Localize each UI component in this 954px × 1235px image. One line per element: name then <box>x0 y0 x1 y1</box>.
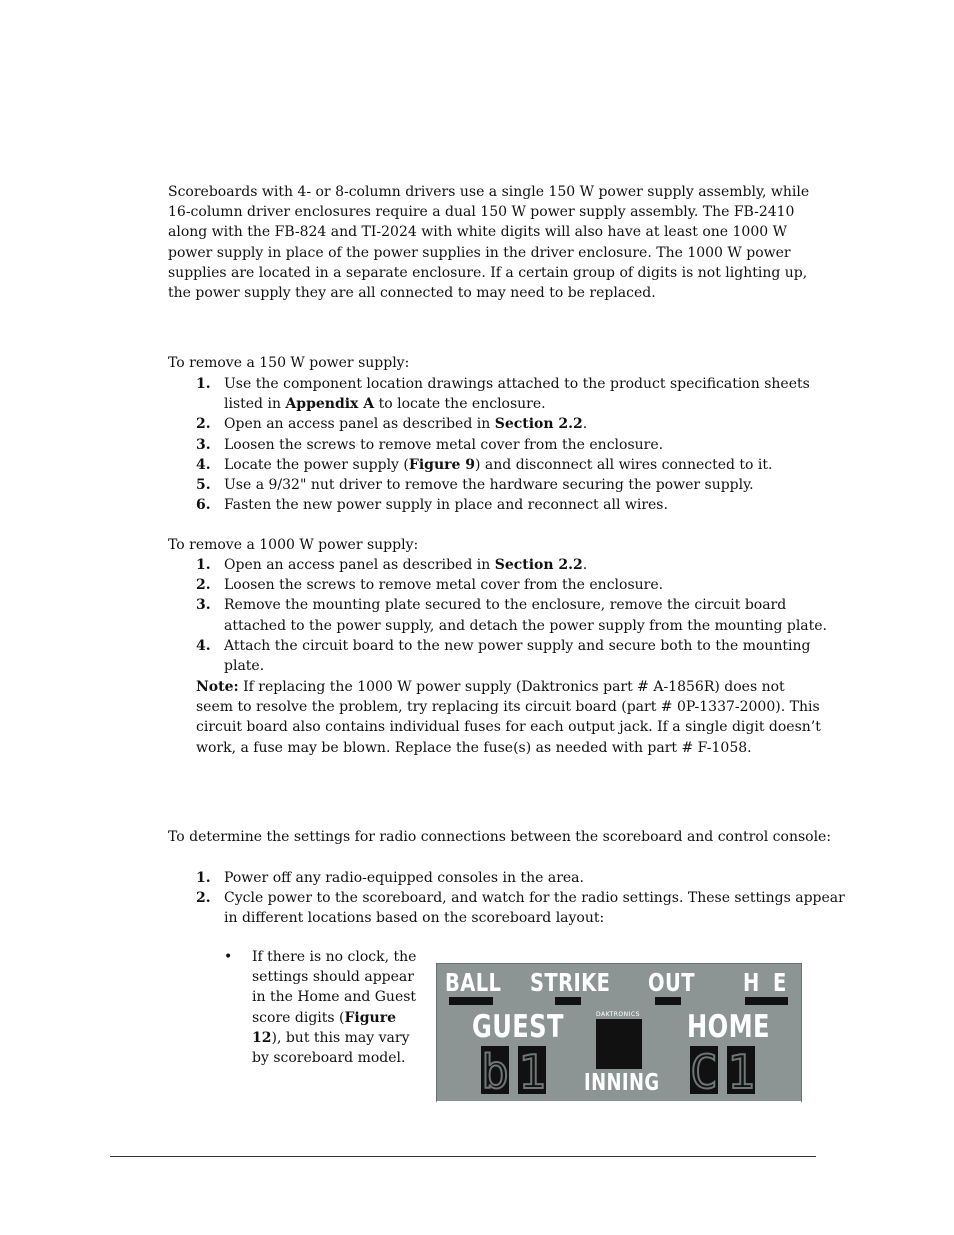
bullet-text-start: If there is no clock, the settings should appear in the Home and Guest score digits ( <box>252 949 417 1026</box>
out-indicator <box>655 997 681 1005</box>
bullet-text-end: ), but this may vary by scoreboard model. <box>252 1029 410 1067</box>
step-number: 1. <box>196 376 211 392</box>
footer-divider <box>110 1156 816 1157</box>
hits-label: H <box>743 968 760 997</box>
step-number: 5. <box>196 477 211 494</box>
step-text: Loosen the screws to remove metal cover from the enclosure. <box>224 577 664 594</box>
guest-digit-2-glyph: 1 <box>518 1046 546 1094</box>
ball-indicator <box>449 997 493 1005</box>
home-digit-1-glyph: C <box>690 1046 718 1094</box>
strike-indicator <box>555 997 581 1005</box>
step-text-end: ) and disconnect all wires connected to it. <box>475 456 773 473</box>
guest-digit-2 <box>518 1046 546 1094</box>
step-text: Cycle power to the scoreboard, and watch for the radio settings. These settings appear in different locations based on the scoreboard layout: <box>224 890 845 927</box>
remove-150w-steps <box>168 374 848 515</box>
strike-label: STRIKE <box>530 968 611 997</box>
bullet-dot: • <box>224 949 233 965</box>
home-digit-2-glyph: 1 <box>727 1046 755 1094</box>
radio-steps <box>168 868 848 929</box>
step-item <box>168 888 848 928</box>
step-number: 2. <box>196 890 211 907</box>
step-text: Open an access panel as described in <box>224 557 495 573</box>
home-label: HOME <box>687 1009 770 1045</box>
step-text: Attach the circuit board to the new power supply and secure both to the mounting plate. <box>224 637 811 675</box>
note-paragraph <box>196 677 826 758</box>
daktronics-logo: DAKTRONICS <box>596 1011 640 1018</box>
bullet-text <box>252 947 420 1068</box>
step-item <box>168 636 848 676</box>
step-reference: Section 2.2 <box>494 557 583 573</box>
home-digit-1 <box>690 1046 718 1094</box>
figure-12-ref: Figure 12 <box>252 1009 396 1046</box>
step-text-end: . <box>582 557 588 573</box>
note-label: Note: <box>196 679 239 695</box>
step-number: 6. <box>196 497 211 514</box>
radio-lead: To determine the settings for radio connections between the scoreboard and control console: <box>168 829 832 845</box>
remove-150w-lead: To remove a 150 W power supply: <box>168 355 410 371</box>
remove-1000w-steps <box>168 555 848 676</box>
step-text: Power off any radio-equipped consoles in the area. <box>224 870 584 886</box>
step-item <box>168 455 848 475</box>
step-item <box>168 555 848 575</box>
scoreboard-figure <box>436 963 802 1103</box>
step-number: 1. <box>196 557 211 573</box>
step-text: Remove the mounting plate secured to the enclosure, remove the circuit board attached to the power supply, and detach the power supply from the mounting plate. <box>224 597 828 634</box>
step-number: 2. <box>196 577 211 594</box>
step-item <box>168 495 848 515</box>
remove-1000w-lead: To remove a 1000 W power supply: <box>168 537 419 553</box>
step-number: 4. <box>196 456 211 473</box>
inning-digit <box>596 1019 642 1069</box>
step-item <box>168 595 848 635</box>
step-item <box>168 374 848 414</box>
step-item <box>168 475 848 495</box>
guest-digit-1-glyph: b <box>481 1046 509 1094</box>
step-item <box>168 435 848 455</box>
step-text-end: . <box>582 416 588 433</box>
ball-label: BALL <box>445 968 502 997</box>
guest-digit-1 <box>481 1046 509 1094</box>
step-number: 1. <box>196 870 211 886</box>
out-label: OUT <box>648 968 695 997</box>
step-text-end: to locate the enclosure. <box>374 396 546 413</box>
step-text: Use a 9/32" nut driver to remove the hardware securing the power supply. <box>224 477 754 494</box>
step-text: Open an access panel as described in <box>224 416 495 433</box>
step-reference: Section 2.2 <box>494 416 583 433</box>
step-item <box>168 575 848 595</box>
step-item <box>168 414 848 434</box>
step-text: Locate the power supply ( <box>224 456 409 473</box>
home-digit-2 <box>727 1046 755 1094</box>
inning-label: INNING <box>584 1070 660 1096</box>
step-text: Fasten the new power supply in place and reconnect all wires. <box>224 497 668 514</box>
step-number: 2. <box>196 416 211 433</box>
step-text: Loosen the screws to remove metal cover from the enclosure. <box>224 436 664 453</box>
errors-label: E <box>773 968 787 997</box>
note-text: If replacing the 1000 W power supply (Daktronics part # A-1856R) does not seem to resolve the problem, try replacing its circuit board (part # 0P-1337-2000). This circuit board also contains individual fuses for each output jack. If a single digit doesn’t work, a fuse may be blown. Replace the fuse(s) as needed with part # F-1058. <box>196 679 821 756</box>
guest-label: GUEST <box>472 1009 564 1045</box>
intro-paragraph: Scoreboards with 4- or 8-column drivers use a single 150 W power supply assembly, while 16-column driver enclosures require a dual 150 W power supply assembly. The FB-2410 along with the FB-824 and TI-2024 with white digits will also have at least one 1000 W power supply in place of the power supplies in the driver enclosure. The 1000 W power supplies are located in a separate enclosure. If a certain group of digits is not lighting up, the power supply they are all connected to may need to be replaced. <box>168 184 810 302</box>
step-reference: Appendix A <box>285 396 375 413</box>
step-number: 3. <box>196 436 211 453</box>
hits-errors-indicator <box>745 997 788 1005</box>
step-text: Use the component location drawings attached to the product specification sheets listed in <box>224 376 810 413</box>
step-number: 4. <box>196 637 211 654</box>
step-item <box>168 868 848 888</box>
step-number: 3. <box>196 597 211 614</box>
step-reference: Figure 9 <box>408 456 476 473</box>
